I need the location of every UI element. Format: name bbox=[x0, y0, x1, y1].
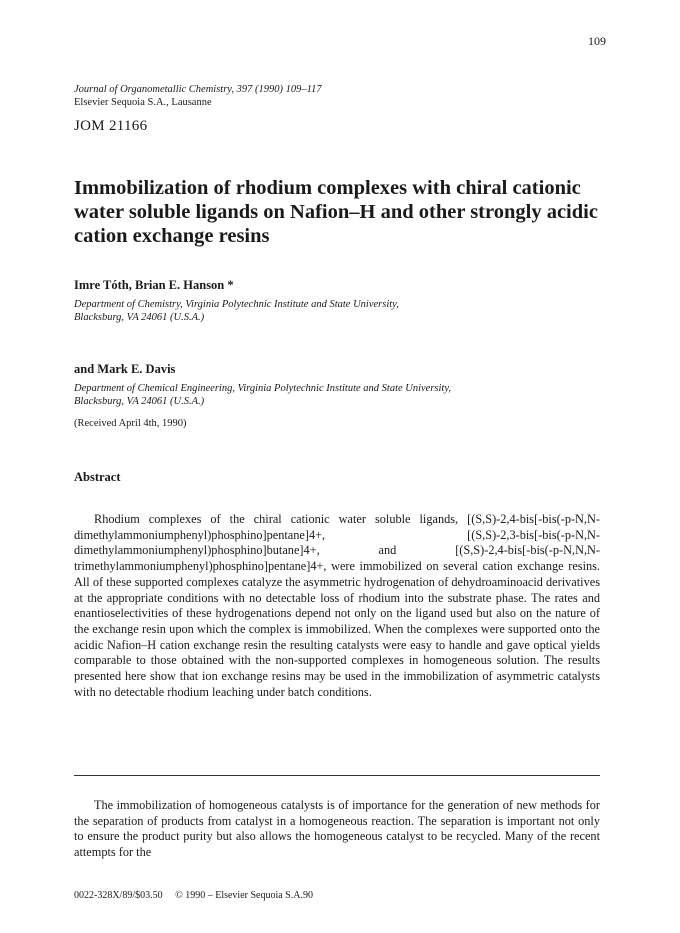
author-group-1 bbox=[74, 278, 614, 324]
affiliation-2-line-1: Department of Chemical Engineering, Virginia Polytechnic Institute and State University, bbox=[74, 383, 452, 394]
author-group-2 bbox=[74, 362, 614, 408]
abstract-heading: Abstract bbox=[74, 470, 121, 484]
journal-citation bbox=[74, 83, 322, 109]
intro-paragraph: The immobilization of homogeneous catalysts is of importance for the generation of new methods for the separation of products from catalyst in a homogeneous reaction. The separation is important not only to ensure the product purity but also allows the homogeneous catalyst to be recycled. Many of the recent attempts for the bbox=[74, 798, 600, 860]
affiliation-1 bbox=[74, 298, 614, 324]
authors-line-1: Imre Tóth, Brian E. Hanson * bbox=[74, 278, 234, 292]
footer-copyright: 0022-328X/89/$03.50 © 1990 – Elsevier Sequoia S.A.90 bbox=[74, 890, 313, 901]
page-number: 109 bbox=[588, 34, 606, 48]
received-date: (Received April 4th, 1990) bbox=[74, 418, 187, 429]
section-divider bbox=[74, 775, 600, 776]
paper-title: Immobilization of rhodium complexes with chiral cationic water soluble ligands on Nafion–H and other strongly acidic cation exchange resins bbox=[74, 177, 598, 247]
affiliation-2-line-2: Blacksburg, VA 24061 (U.S.A.) bbox=[74, 396, 205, 407]
affiliation-2 bbox=[74, 382, 614, 408]
abstract-body: Rhodium complexes of the chiral cationic water soluble ligands, [(S,S)-2,4-bis[-bis(-p-N,N-dimethylammoniumphenyl)phosphino]pentane]4+, [(S,S)-2,3-bis[-bis(-p-N,N-dimethylammoniumphenyl)phosphino]butane]4+, and [(S,S)-2,4-bis[-bis(-p-N,N,N-trimethylammoniumphenyl)phosphino]pentane]4+, were immobilized on several cation exchange resins. All of these supported complexes catalyze the asymmetric hydrogenation of dehydroaminoacid derivatives at the appropriate conditions with no detectable loss of rhodium into the substrate phase. The rates and enantioselectivities of these hydrogenations depend not only on the ligand used but also on the nature of the exchange resin upon which the complex is immobilized. When the complexes were supported onto the acidic Nafion–H cation exchange resin the resulting catalysts were easy to handle and gave optical yields comparable to those obtained with the non-supported complexes in homogeneous solution. The results presented here show that ion exchange resins may be used in the immobilization of asymmetric catalysts with no detectable rhodium leaching under batch conditions. bbox=[74, 512, 600, 699]
journal-code: JOM 21166 bbox=[74, 118, 148, 134]
journal-reference: Journal of Organometallic Chemistry, 397 (1990) 109–117 bbox=[74, 84, 322, 95]
publisher: Elsevier Sequoia S.A., Lausanne bbox=[74, 97, 212, 108]
authors-line-2: and Mark E. Davis bbox=[74, 362, 176, 376]
affiliation-1-line-2: Blacksburg, VA 24061 (U.S.A.) bbox=[74, 312, 205, 323]
affiliation-1-line-1: Department of Chemistry, Virginia Polytechnic Institute and State University, bbox=[74, 299, 399, 310]
